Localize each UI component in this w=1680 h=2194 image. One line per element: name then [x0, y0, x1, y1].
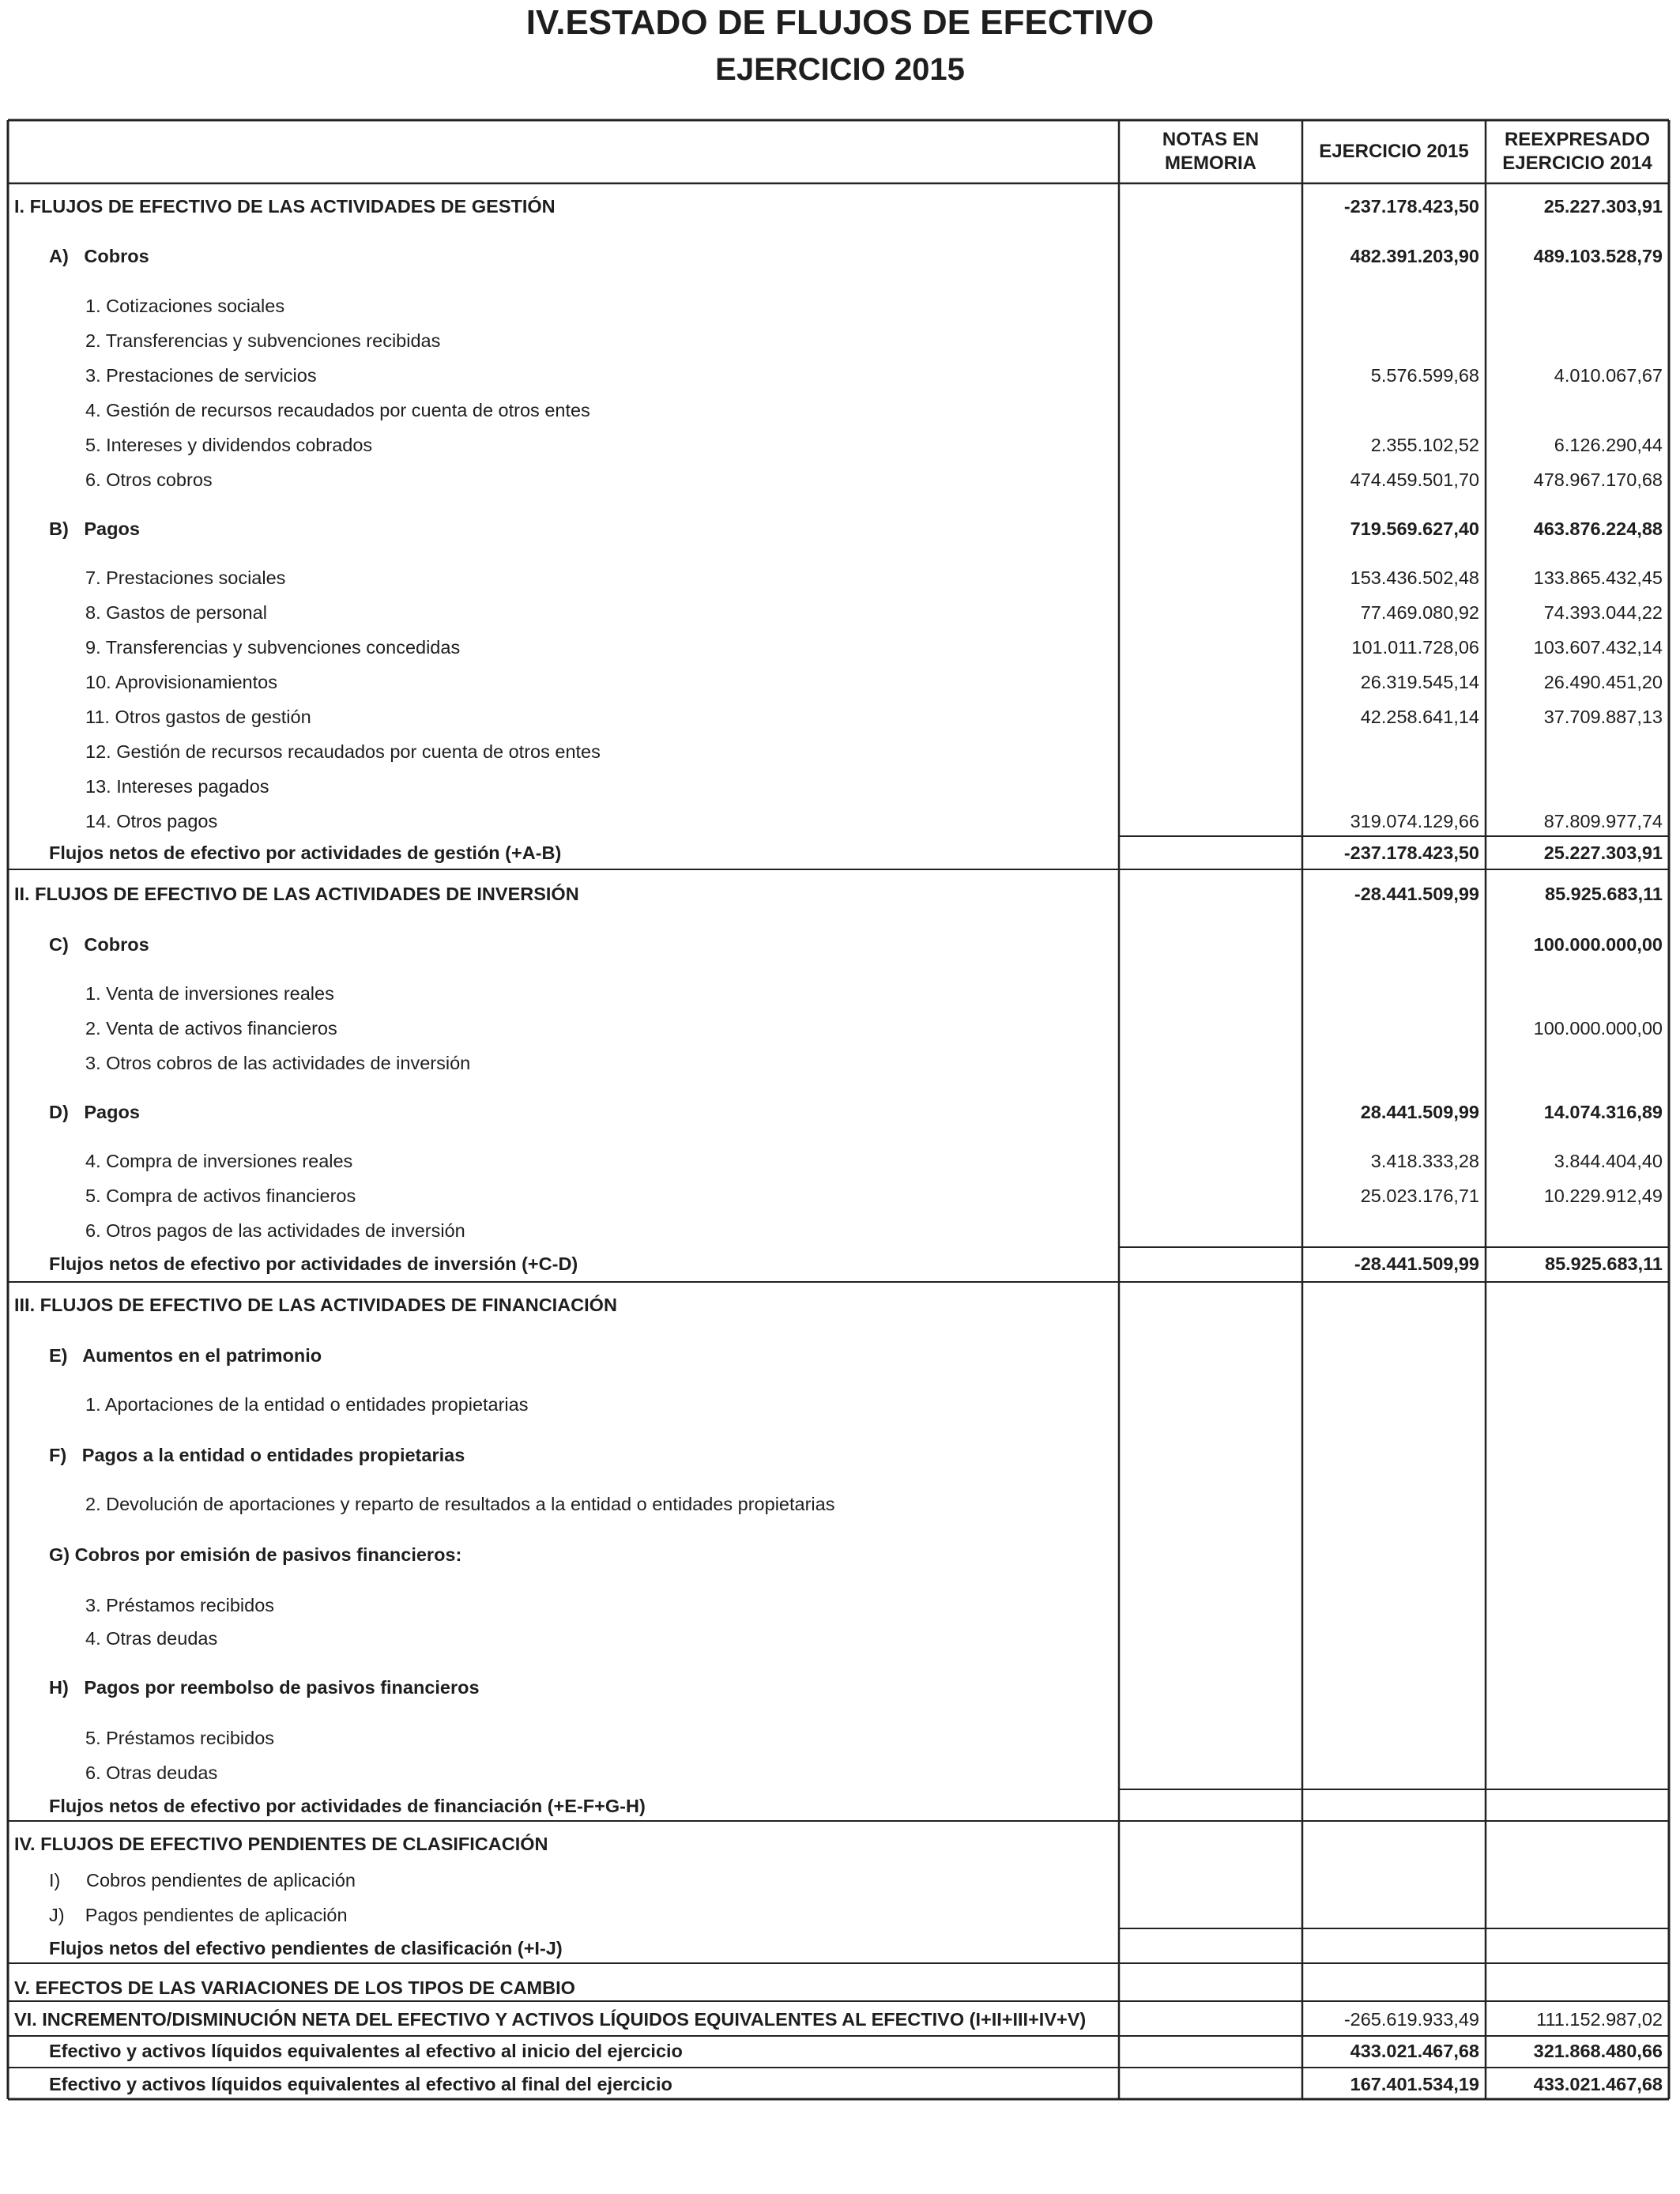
value-2015: 101.011.728,06	[1351, 637, 1479, 658]
row-label: 1. Venta de inversiones reales	[85, 983, 334, 1004]
value-2015: -237.178.423,50	[1343, 196, 1479, 217]
row-label: D) Pagos	[49, 1102, 140, 1122]
value-2015: 482.391.203,90	[1350, 246, 1479, 266]
table-row	[0, 2009, 1680, 2031]
header-reexp-line1: REEXPRESADO	[1504, 129, 1651, 150]
row-label: 3. Otros cobros de las actividades de inversión	[85, 1053, 471, 1073]
table-row	[0, 1762, 1680, 1785]
table-row	[0, 1345, 1680, 1367]
table-row	[0, 2074, 1680, 2096]
row-label: Efectivo y activos líquidos equivalentes al efectivo al final del ejercicio	[49, 2074, 672, 2094]
header-reexpresado	[1486, 120, 1669, 183]
row-label: 2. Devolución de aportaciones y reparto de resultados a la entidad o entidades propietarias	[85, 1494, 835, 1514]
table-row	[0, 707, 1680, 729]
row-label: 10. Aprovisionamientos	[85, 672, 277, 692]
row-label: 11. Otros gastos de gestión	[85, 707, 311, 727]
row-label: 5. Intereses y dividendos cobrados	[85, 435, 373, 455]
value-2014: 87.809.977,74	[1543, 811, 1663, 831]
row-label: 4. Gestión de recursos recaudados por cuenta de otros entes	[85, 400, 590, 420]
row-label: I. FLUJOS DE EFECTIVO DE LAS ACTIVIDADES DE GESTIÓN	[14, 196, 556, 217]
value-2015: 153.436.502,48	[1350, 567, 1479, 588]
value-2015: -28.441.509,99	[1354, 884, 1479, 904]
row-label: III. FLUJOS DE EFECTIVO DE LAS ACTIVIDADES DE FINANCIACIÓN	[14, 1295, 617, 1315]
row-label: Flujos netos de efectivo por actividades de financiación (+E-F+G-H)	[49, 1796, 646, 1816]
table-row	[0, 518, 1680, 541]
row-label: 2. Venta de activos financieros	[85, 1018, 337, 1039]
table-row	[0, 1253, 1680, 1276]
value-2014: 25.227.303,91	[1543, 196, 1663, 217]
page-subtitle: EJERCICIO 2015	[715, 52, 965, 87]
value-2014: 433.021.467,68	[1533, 2074, 1663, 2094]
table-row	[0, 1544, 1680, 1566]
value-2015: 319.074.129,66	[1350, 811, 1479, 831]
value-2014: 14.074.316,89	[1543, 1102, 1663, 1122]
value-2014: 100.000.000,00	[1533, 1018, 1663, 1039]
value-2015: 42.258.641,14	[1360, 707, 1479, 727]
table-row	[0, 196, 1680, 218]
value-2015: 28.441.509,99	[1360, 1102, 1479, 1122]
row-label: E) Aumentos en el patrimonio	[49, 1345, 322, 1366]
value-2014: 100.000.000,00	[1533, 934, 1663, 955]
row-label: Flujos netos de efectivo por actividades de inversión (+C-D)	[49, 1253, 578, 1274]
row-label: 2. Transferencias y subvenciones recibidas	[85, 330, 441, 351]
table-row	[0, 843, 1680, 865]
table-row	[0, 983, 1680, 1005]
table-row	[0, 1834, 1680, 1856]
value-2014: 463.876.224,88	[1533, 518, 1663, 539]
table-row	[0, 1796, 1680, 1818]
row-label: 14. Otros pagos	[85, 811, 218, 831]
value-2015: 5.576.599,68	[1370, 365, 1479, 386]
table-row	[0, 1938, 1680, 1960]
table-row	[0, 567, 1680, 590]
value-2015: 433.021.467,68	[1350, 2041, 1479, 2061]
table-row	[0, 741, 1680, 763]
table-row	[0, 1394, 1680, 1416]
row-label: I) Cobros pendientes de aplicación	[49, 1870, 356, 1891]
row-label: 1. Cotizaciones sociales	[85, 296, 285, 316]
row-label: 6. Otras deudas	[85, 1762, 218, 1783]
row-label: 5. Compra de activos financieros	[85, 1186, 356, 1206]
table-row	[0, 637, 1680, 659]
value-2014: 321.868.480,66	[1533, 2041, 1663, 2061]
table-row	[0, 776, 1680, 798]
table-row	[0, 469, 1680, 492]
row-label: 7. Prestaciones sociales	[85, 567, 286, 588]
row-label: 5. Préstamos recibidos	[85, 1728, 275, 1748]
table-row	[0, 435, 1680, 457]
header-notas-line2: MEMORIA	[1165, 153, 1256, 174]
table-row	[0, 884, 1680, 906]
value-2015: -28.441.509,99	[1354, 1253, 1479, 1274]
table-row	[0, 1151, 1680, 1173]
value-2014: 111.152.987,02	[1536, 2009, 1663, 2030]
header-notas	[1119, 120, 1302, 183]
table-row	[0, 400, 1680, 422]
row-label: 6. Otros cobros	[85, 469, 213, 490]
table-row	[0, 246, 1680, 268]
table-row	[0, 2041, 1680, 2063]
header-ejercicio-label: EJERCICIO 2015	[1319, 141, 1469, 162]
row-label: II. FLUJOS DE EFECTIVO DE LAS ACTIVIDADES DE INVERSIÓN	[14, 884, 579, 904]
header-reexp-line2: EJERCICIO 2014	[1502, 153, 1652, 174]
value-2014: 489.103.528,79	[1533, 246, 1663, 266]
row-label: C) Cobros	[49, 934, 149, 955]
table-row	[0, 1220, 1680, 1242]
row-label: Flujos netos del efectivo pendientes de clasificación (+I-J)	[49, 1938, 563, 1958]
value-2015: 474.459.501,70	[1350, 469, 1479, 490]
row-label: G) Cobros por emisión de pasivos financieros:	[49, 1544, 462, 1565]
value-2015: -237.178.423,50	[1343, 843, 1479, 863]
row-label: 12. Gestión de recursos recaudados por cuenta de otros entes	[85, 741, 601, 762]
table-row	[0, 1595, 1680, 1617]
table-row	[0, 1445, 1680, 1467]
row-label: 4. Compra de inversiones reales	[85, 1151, 353, 1171]
value-2014: 37.709.887,13	[1543, 707, 1663, 727]
value-2014: 4.010.067,67	[1554, 365, 1663, 386]
value-2015: 719.569.627,40	[1350, 518, 1479, 539]
value-2014: 10.229.912,49	[1543, 1186, 1663, 1206]
row-label: 3. Préstamos recibidos	[85, 1595, 275, 1615]
row-label: H) Pagos por reembolso de pasivos financieros	[49, 1677, 480, 1698]
value-2014: 133.865.432,45	[1533, 567, 1663, 588]
table-row	[0, 672, 1680, 694]
value-2015: 2.355.102,52	[1370, 435, 1479, 455]
value-2014: 85.925.683,11	[1545, 1253, 1663, 1274]
row-label: 1. Aportaciones de la entidad o entidades propietarias	[85, 1394, 529, 1415]
row-label: 9. Transferencias y subvenciones concedidas	[85, 637, 461, 658]
table-row	[0, 365, 1680, 387]
value-2015: 77.469.080,92	[1360, 602, 1479, 623]
table-row	[0, 1905, 1680, 1927]
row-label: IV. FLUJOS DE EFECTIVO PENDIENTES DE CLASIFICACIÓN	[14, 1834, 548, 1854]
row-label: 6. Otros pagos de las actividades de inversión	[85, 1220, 465, 1241]
row-label: 8. Gastos de personal	[85, 602, 267, 623]
table-row	[0, 1628, 1680, 1650]
value-2014: 85.925.683,11	[1545, 884, 1663, 904]
table-row	[0, 296, 1680, 318]
row-label: V. EFECTOS DE LAS VARIACIONES DE LOS TIPOS DE CAMBIO	[14, 1977, 575, 1998]
table-row	[0, 1494, 1680, 1516]
table-row	[0, 1977, 1680, 2000]
row-label: Efectivo y activos líquidos equivalentes al efectivo al inicio del ejercicio	[49, 2041, 683, 2061]
table-row	[0, 1102, 1680, 1124]
table-row	[0, 934, 1680, 956]
value-2014: 74.393.044,22	[1543, 602, 1663, 623]
table-row	[0, 602, 1680, 624]
value-2014: 6.126.290,44	[1554, 435, 1663, 455]
page-title: IV.ESTADO DE FLUJOS DE EFECTIVO	[525, 3, 1155, 42]
header-notas-line1: NOTAS EN	[1162, 129, 1260, 150]
row-label: Flujos netos de efectivo por actividades de gestión (+A-B)	[49, 843, 562, 863]
value-2015: 25.023.176,71	[1360, 1186, 1479, 1206]
value-2015: 167.401.534,19	[1350, 2074, 1479, 2094]
value-2014: 103.607.432,14	[1533, 637, 1663, 658]
table-row	[0, 1677, 1680, 1699]
value-2015: -265.619.933,49	[1343, 2009, 1479, 2030]
row-label: 3. Prestaciones de servicios	[85, 365, 317, 386]
table-row	[0, 1870, 1680, 1892]
value-2014: 478.967.170,68	[1533, 469, 1663, 490]
row-label: J) Pagos pendientes de aplicación	[49, 1905, 348, 1925]
row-label: VI. INCREMENTO/DISMINUCIÓN NETA DEL EFECTIVO Y ACTIVOS LÍQUIDOS EQUIVALENTES AL EFECTIVO (I+II+III+IV+V)	[14, 2009, 1087, 2030]
table-row	[0, 1053, 1680, 1075]
table-row	[0, 1728, 1680, 1750]
table-row	[0, 1295, 1680, 1317]
value-2015: 3.418.333,28	[1370, 1151, 1479, 1171]
table-row	[0, 1018, 1680, 1040]
value-2014: 3.844.404,40	[1554, 1151, 1663, 1171]
value-2014: 25.227.303,91	[1543, 843, 1663, 863]
row-label: B) Pagos	[49, 518, 140, 539]
row-label: F) Pagos a la entidad o entidades propietarias	[49, 1445, 465, 1465]
value-2014: 26.490.451,20	[1543, 672, 1663, 692]
row-label: 4. Otras deudas	[85, 1628, 218, 1649]
value-2015: 26.319.545,14	[1360, 672, 1479, 692]
table-row	[0, 1186, 1680, 1208]
row-label: A) Cobros	[49, 246, 149, 266]
header-ejercicio	[1302, 120, 1486, 183]
row-label: 13. Intereses pagados	[85, 776, 269, 797]
table-row	[0, 811, 1680, 833]
table-row	[0, 330, 1680, 352]
